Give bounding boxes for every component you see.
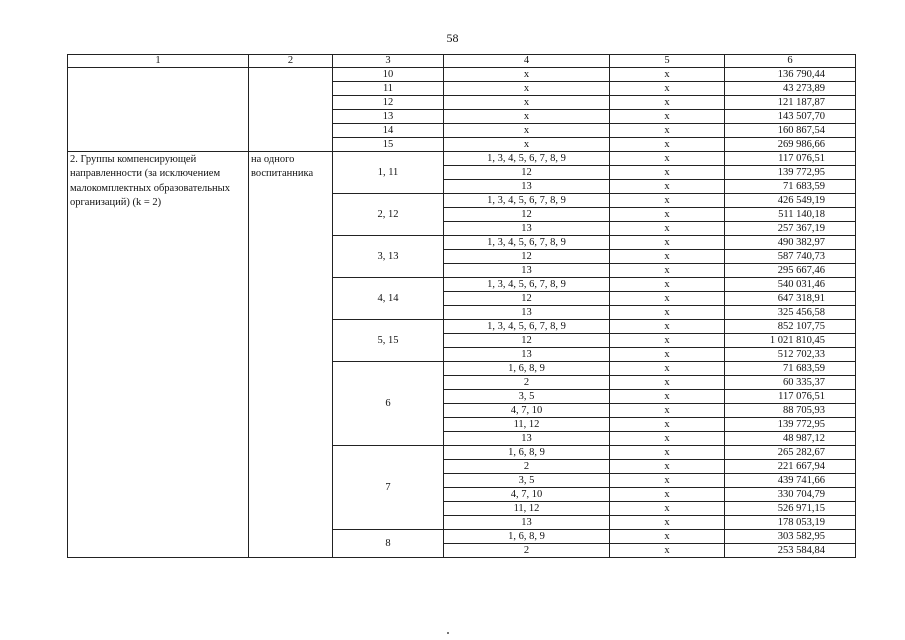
cell-c6: 587 740,73 <box>725 250 856 264</box>
cell-c3: 11 <box>333 82 444 96</box>
cell-c5: x <box>610 96 725 110</box>
cell-c6: 439 741,66 <box>725 474 856 488</box>
cell-c4: x <box>444 110 610 124</box>
table-row <box>68 152 856 166</box>
cell-c6: 490 382,97 <box>725 236 856 250</box>
cell-c4: 12 <box>444 208 610 222</box>
column-header-3: 3 <box>333 55 444 68</box>
cell-c6: 48 987,12 <box>725 432 856 446</box>
cell-c5: x <box>610 194 725 208</box>
cell-c6: 43 273,89 <box>725 82 856 96</box>
cell-c6: 178 053,19 <box>725 516 856 530</box>
cell-c4: 1, 6, 8, 9 <box>444 530 610 544</box>
cell-c3: 13 <box>333 110 444 124</box>
cell-c5: x <box>610 544 725 558</box>
cell-c5: x <box>610 68 725 82</box>
cell-c3: 10 <box>333 68 444 82</box>
cell-c6: 511 140,18 <box>725 208 856 222</box>
cell-c4: 2 <box>444 544 610 558</box>
cell-c4: x <box>444 82 610 96</box>
cell-c5: x <box>610 390 725 404</box>
cell-c5: x <box>610 334 725 348</box>
cell-c6: 1 021 810,45 <box>725 334 856 348</box>
cell-c3: 15 <box>333 138 444 152</box>
cell-c6: 221 667,94 <box>725 460 856 474</box>
category-cell: 2, 12 <box>333 194 444 236</box>
cell-c6: 121 187,87 <box>725 96 856 110</box>
category-cell: 7 <box>333 446 444 530</box>
cell-c6: 647 318,91 <box>725 292 856 306</box>
cell-c6: 265 282,67 <box>725 446 856 460</box>
cell-c6: 330 704,79 <box>725 488 856 502</box>
cell-c4: 1, 3, 4, 5, 6, 7, 8, 9 <box>444 320 610 334</box>
cell-c4: 12 <box>444 292 610 306</box>
cell-c6: 60 335,37 <box>725 376 856 390</box>
cell-c5: x <box>610 250 725 264</box>
cell-c5: x <box>610 306 725 320</box>
category-cell: 1, 11 <box>333 152 444 194</box>
cell-c4: 1, 3, 4, 5, 6, 7, 8, 9 <box>444 152 610 166</box>
cell-c3: 12 <box>333 96 444 110</box>
cell-c4: 1, 6, 8, 9 <box>444 446 610 460</box>
category-cell: 6 <box>333 362 444 446</box>
cell-c4: 13 <box>444 180 610 194</box>
cell-c4: 13 <box>444 222 610 236</box>
cell-c6: 852 107,75 <box>725 320 856 334</box>
cell-c4: x <box>444 138 610 152</box>
cell-c5: x <box>610 236 725 250</box>
cell-c5: x <box>610 278 725 292</box>
cell-c6: 540 031,46 <box>725 278 856 292</box>
cell-c6: 253 584,84 <box>725 544 856 558</box>
cell-c6: 88 705,93 <box>725 404 856 418</box>
column-header-4: 4 <box>444 55 610 68</box>
unit-cell: на одного воспитанника <box>249 152 333 558</box>
column-header-2: 2 <box>249 55 333 68</box>
cell-c5: x <box>610 124 725 138</box>
category-cell: 5, 15 <box>333 320 444 362</box>
cell-c4: 11, 12 <box>444 502 610 516</box>
cell-c5: x <box>610 166 725 180</box>
cell-c6: 117 076,51 <box>725 152 856 166</box>
cell-c6: 71 683,59 <box>725 180 856 194</box>
cell-c4: 13 <box>444 516 610 530</box>
column-header-1: 1 <box>68 55 249 68</box>
cell-c6: 269 986,66 <box>725 138 856 152</box>
cell-c6: 512 702,33 <box>725 348 856 362</box>
cell-c6: 426 549,19 <box>725 194 856 208</box>
cell-c4: 13 <box>444 264 610 278</box>
cell-c5: x <box>610 348 725 362</box>
cell-c6: 295 667,46 <box>725 264 856 278</box>
cell-c6: 325 456,58 <box>725 306 856 320</box>
cell-c6: 136 790,44 <box>725 68 856 82</box>
cell-c5: x <box>610 488 725 502</box>
cell-c5: x <box>610 460 725 474</box>
cell-c5: x <box>610 362 725 376</box>
group-name-cell: 2. Группы компенсирующей направленности (за исключением малокомплектных образовательных организаций) (k = 2) <box>68 152 249 558</box>
cell-c4: 1, 3, 4, 5, 6, 7, 8, 9 <box>444 236 610 250</box>
category-cell: 3, 13 <box>333 236 444 278</box>
cell-c4: 13 <box>444 348 610 362</box>
cell-c5: x <box>610 446 725 460</box>
cell-c5: x <box>610 180 725 194</box>
cell-c5: x <box>610 264 725 278</box>
cell-c4: 12 <box>444 250 610 264</box>
cell-c4: 3, 5 <box>444 474 610 488</box>
cell-c4: 3, 5 <box>444 390 610 404</box>
cell-c4: x <box>444 96 610 110</box>
column-header-6: 6 <box>725 55 856 68</box>
table-row <box>68 68 856 82</box>
cell-c4: x <box>444 68 610 82</box>
page-number: 58 <box>446 31 459 45</box>
cell-c5: x <box>610 432 725 446</box>
cell-c4: 13 <box>444 432 610 446</box>
scan-speck <box>447 632 449 634</box>
cell-c5: x <box>610 82 725 96</box>
cell-c5: x <box>610 138 725 152</box>
cell-c4: x <box>444 124 610 138</box>
cell-c5: x <box>610 404 725 418</box>
cell-c4: 4, 7, 10 <box>444 404 610 418</box>
cell-c5: x <box>610 292 725 306</box>
cell-c3: 14 <box>333 124 444 138</box>
cell-c5: x <box>610 530 725 544</box>
cell-c5: x <box>610 208 725 222</box>
cell-c6: 139 772,95 <box>725 166 856 180</box>
cell-c6: 160 867,54 <box>725 124 856 138</box>
tariff-table <box>67 54 856 558</box>
cell-c4: 4, 7, 10 <box>444 488 610 502</box>
cell-c4: 2 <box>444 460 610 474</box>
cell-c4: 1, 3, 4, 5, 6, 7, 8, 9 <box>444 278 610 292</box>
column-header-5: 5 <box>610 55 725 68</box>
cell-c6: 143 507,70 <box>725 110 856 124</box>
cell-c4: 12 <box>444 166 610 180</box>
cell-c6: 71 683,59 <box>725 362 856 376</box>
empty-cell <box>68 68 249 152</box>
cell-c5: x <box>610 418 725 432</box>
cell-c4: 2 <box>444 376 610 390</box>
cell-c4: 12 <box>444 334 610 348</box>
cell-c6: 139 772,95 <box>725 418 856 432</box>
cell-c5: x <box>610 222 725 236</box>
cell-c6: 117 076,51 <box>725 390 856 404</box>
cell-c6: 526 971,15 <box>725 502 856 516</box>
cell-c5: x <box>610 152 725 166</box>
cell-c4: 1, 3, 4, 5, 6, 7, 8, 9 <box>444 194 610 208</box>
cell-c6: 257 367,19 <box>725 222 856 236</box>
cell-c6: 303 582,95 <box>725 530 856 544</box>
empty-cell <box>249 68 333 152</box>
category-cell: 4, 14 <box>333 278 444 320</box>
cell-c5: x <box>610 502 725 516</box>
cell-c4: 1, 6, 8, 9 <box>444 362 610 376</box>
cell-c5: x <box>610 376 725 390</box>
cell-c5: x <box>610 516 725 530</box>
cell-c5: x <box>610 320 725 334</box>
header-row <box>68 55 856 68</box>
cell-c5: x <box>610 110 725 124</box>
cell-c4: 13 <box>444 306 610 320</box>
cell-c5: x <box>610 474 725 488</box>
category-cell: 8 <box>333 530 444 558</box>
cell-c4: 11, 12 <box>444 418 610 432</box>
